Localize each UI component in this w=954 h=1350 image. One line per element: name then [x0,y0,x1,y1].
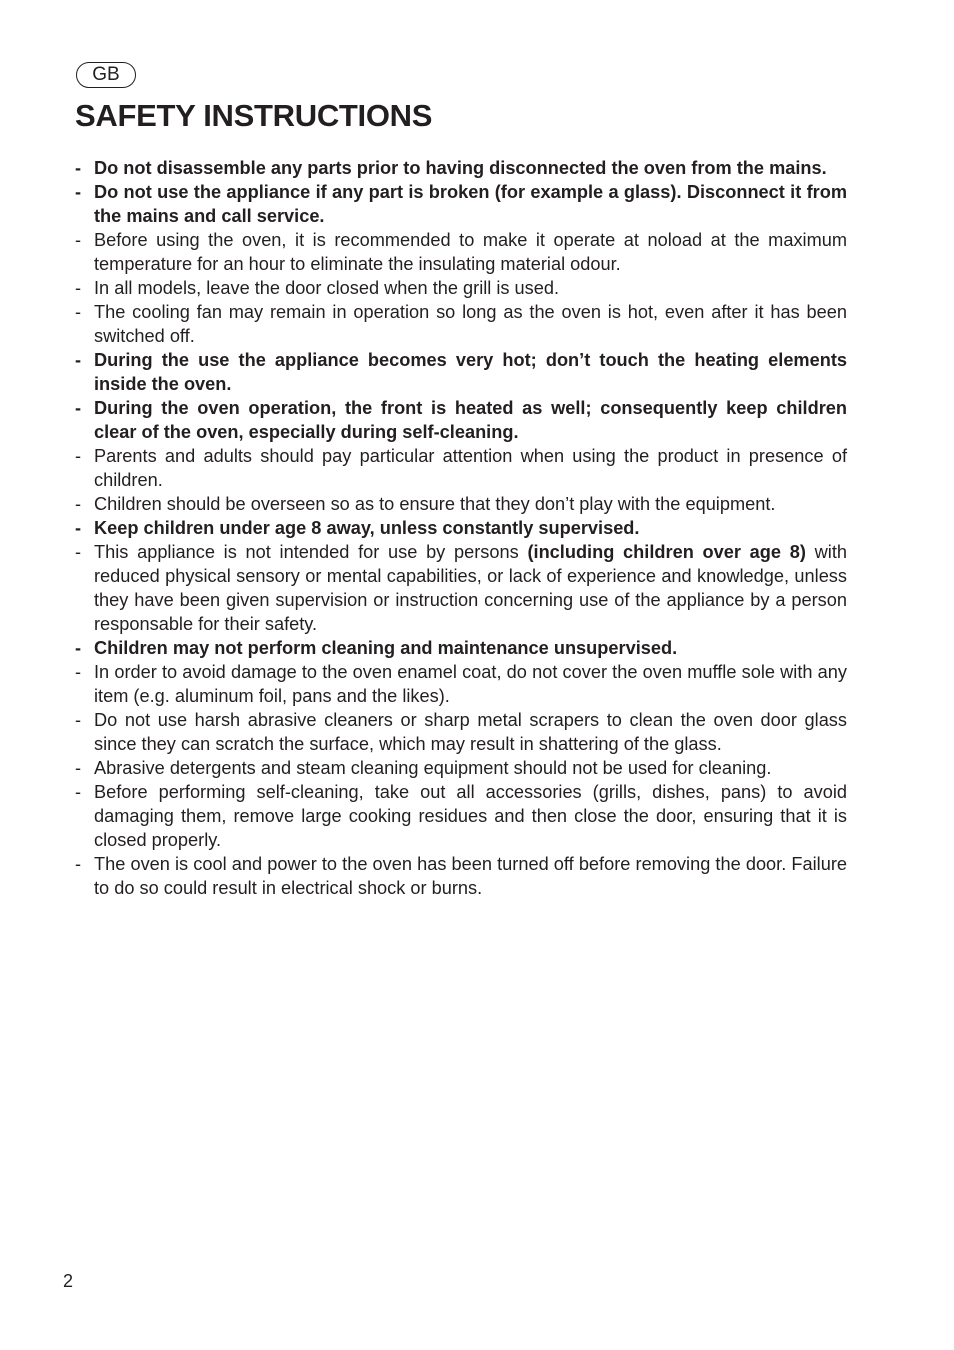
list-item-text: Before performing self-cleaning, take out all accessories (grills, dishes, pans) to avoid damaging them, remove large cooking residues and then close the door, ensuring that it is closed properly. [94,782,847,850]
list-item-text: Do not use the appliance if any part is broken (for example a glass). Disconnect it from the mains and call service. [94,182,847,226]
list-item [75,756,847,780]
bullet-dash: - [75,782,82,802]
list-item [75,396,847,444]
bullet-dash: - [75,854,82,874]
page-title: SAFETY INSTRUCTIONS [75,98,433,133]
list-item [75,852,847,900]
bullet-dash: - [75,230,82,250]
list-item [75,780,847,852]
list-item [75,348,847,396]
language-badge: GB [76,62,136,88]
list-item-text: During the oven operation, the front is heated as well; consequently keep children clear of the oven, especially during self-cleaning. [94,398,847,442]
list-item-text: The oven is cool and power to the oven has been turned off before removing the door. Failure to do so could result in electrical shock or burns. [94,854,847,898]
bullet-dash: - [75,662,82,682]
list-item [75,444,847,492]
page-number: 2 [63,1271,74,1291]
list-item [75,492,847,516]
list-item [75,636,847,660]
list-item-text-part: This appliance is not intended for use by persons [94,542,528,562]
list-item-emphasis: (including children over age 8) [527,542,806,562]
bullet-dash: - [75,302,82,322]
list-item-text: Abrasive detergents and steam cleaning equipment should not be used for cleaning. [94,758,772,778]
bullet-dash: - [75,710,82,730]
list-item [75,300,847,348]
list-item-text: Keep children under age 8 away, unless constantly supervised. [94,518,640,538]
list-item [75,156,847,180]
list-item [75,708,847,756]
list-item-text: During the use the appliance becomes very hot; don’t touch the heating elements inside the oven. [94,350,847,394]
bullet-dash: - [75,350,82,370]
list-item [75,516,847,540]
bullet-dash: - [75,158,82,178]
list-item [75,276,847,300]
bullet-dash: - [75,182,82,202]
list-item-text: Children may not perform cleaning and maintenance unsupervised. [94,638,678,658]
list-item-text: Parents and adults should pay particular attention when using the product in presence of children. [94,446,847,490]
list-item-text: In all models, leave the door closed when the grill is used. [94,278,560,298]
list-item-text: Before using the oven, it is recommended to make it operate at noload at the maximum temperature for an hour to eliminate the insulating material odour. [94,230,847,274]
bullet-dash: - [75,398,82,418]
bullet-dash: - [75,758,82,778]
list-item-text: Do not use harsh abrasive cleaners or sharp metal scrapers to clean the oven door glass since they can scratch the surface, which may result in shattering of the glass. [94,710,847,754]
bullet-dash: - [75,542,82,562]
list-item [75,660,847,708]
list-item [75,228,847,276]
list-item [75,540,847,636]
bullet-dash: - [75,278,82,298]
bullet-dash: - [75,494,82,514]
bullet-dash: - [75,446,82,466]
list-item-text: In order to avoid damage to the oven enamel coat, do not cover the oven muffle sole with any item (e.g. aluminum foil, pans and the likes). [94,662,847,706]
list-item-text: Do not disassemble any parts prior to having disconnected the oven from the mains. [94,158,827,178]
bullet-dash: - [75,518,82,538]
list-item-text-part: with reduced physical sensory or mental capabilities, or lack of experience and knowledge, unless they have been given supervision or instruction concerning use of the appliance by a person responsable for their safety. [94,542,847,634]
list-item [75,180,847,228]
list-item-text: The cooling fan may remain in operation so long as the oven is hot, even after it has been switched off. [94,302,847,346]
safety-instructions-list [75,156,847,900]
list-item-text: Children should be overseen so as to ensure that they don’t play with the equipment. [94,494,776,514]
bullet-dash: - [75,638,82,658]
